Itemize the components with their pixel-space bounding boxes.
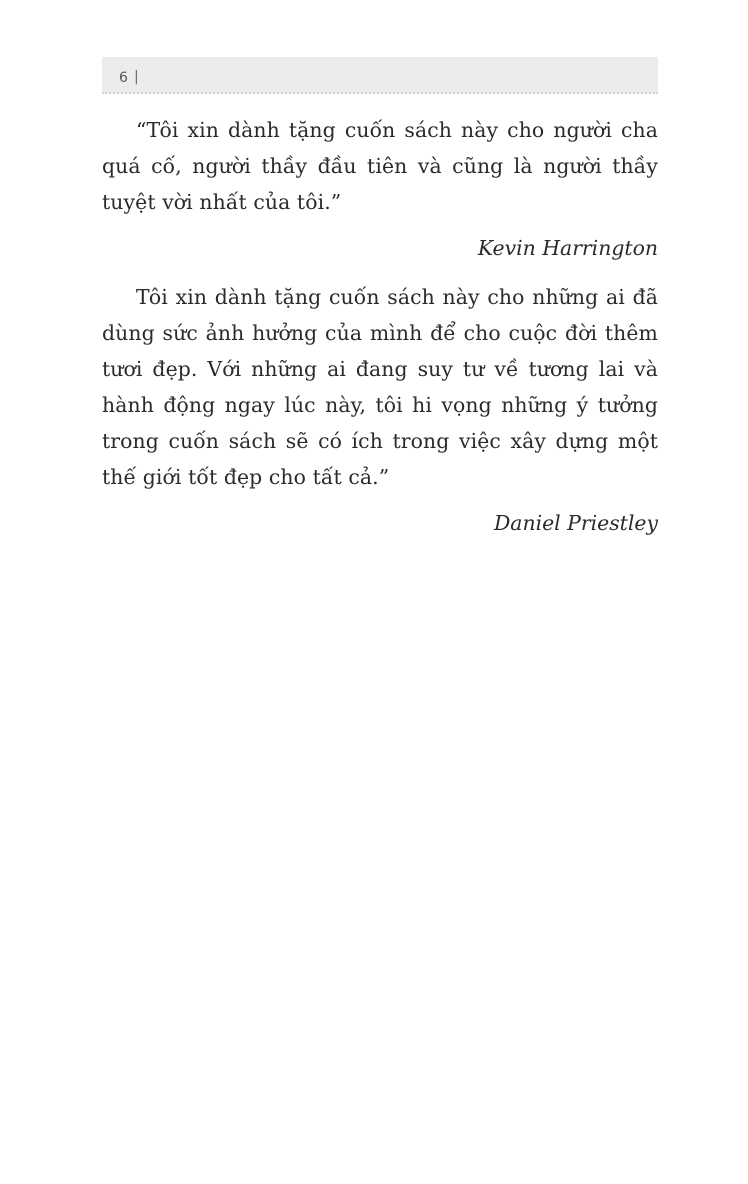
page-number: 6: [119, 70, 128, 86]
text-line: Tôi xin dành tặng cuốn sách này cho những ai đã: [136, 285, 658, 309]
text-line: quá cố, người thầy đầu tiên và cũng là người thầy: [102, 154, 658, 178]
header-separator: |: [134, 69, 139, 85]
text-line: “Tôi xin dành tặng cuốn sách này cho người cha: [136, 118, 658, 142]
text-line: dùng sức ảnh hưởng của mình để cho cuộc đời thêm: [102, 321, 658, 345]
page-body: [102, 112, 658, 541]
text-line: trong cuốn sách sẽ có ích trong việc xây dựng một: [102, 429, 658, 453]
dedication-daniel: [102, 279, 658, 541]
text-line: tươi đẹp. Với những ai đang suy tư về tương lai và: [102, 357, 658, 381]
dedication-kevin: [102, 112, 658, 266]
text-line: thế giới tốt đẹp cho tất cả.”: [102, 465, 390, 489]
text-line: hành động ngay lúc này, tôi hi vọng những ý tưởng: [102, 393, 658, 417]
dedication-text: [102, 112, 658, 220]
text-line: tuyệt vời nhất của tôi.”: [102, 190, 342, 214]
dedication-text: [102, 279, 658, 495]
dedication-author: Daniel Priestley: [493, 511, 658, 535]
dedication-author: Kevin Harrington: [477, 236, 658, 260]
running-header: [102, 57, 658, 94]
